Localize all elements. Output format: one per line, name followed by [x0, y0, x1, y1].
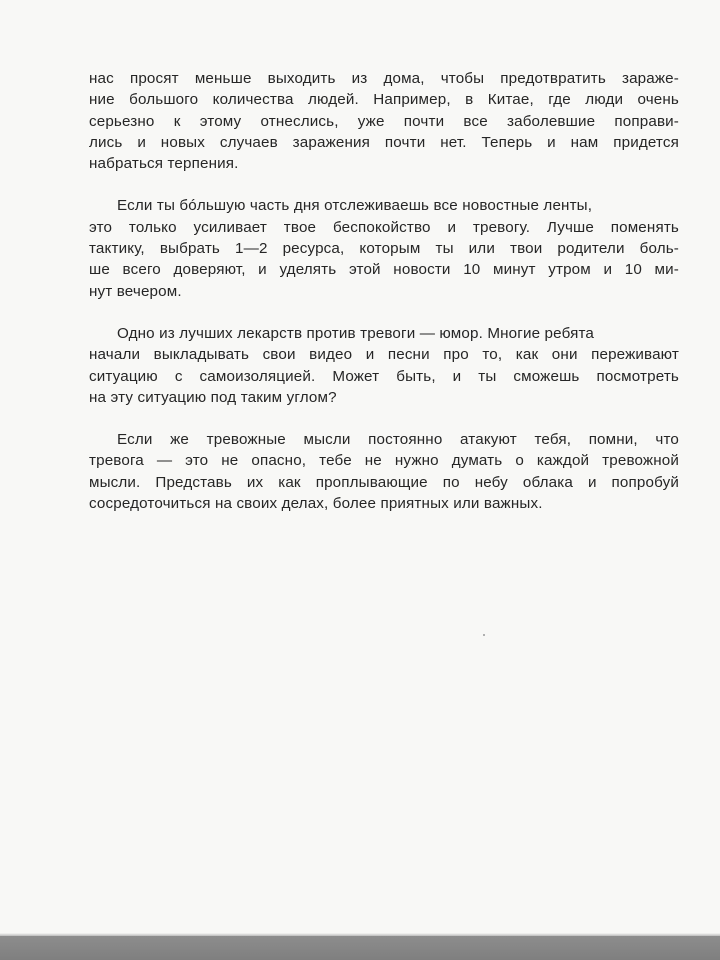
paragraph-1 [89, 68, 679, 174]
paragraph-4 [89, 429, 679, 514]
text-line: ние большого количества людей. Например, в Китае, где люди очень [89, 91, 679, 109]
text-line: серьезно к этому отнеслись, уже почти все заболевшие поправи- [89, 112, 679, 130]
scan-edge [0, 936, 720, 960]
text-line: тревога — это не опасно, тебе не нужно думать о каждой тревожной [89, 452, 679, 470]
paragraph-2 [89, 195, 679, 301]
text-line: ситуацию с самоизоляцией. Может быть, и ты сможешь посмотреть [89, 367, 679, 385]
text-line: это только усиливает твое беспокойство и тревогу. Лучше поменять [89, 218, 679, 236]
paragraph-3 [89, 323, 679, 408]
text-line: Если же тревожные мысли постоянно атакуют тебя, помни, что [117, 431, 679, 449]
text-line: начали выкладывать свои видео и песни про то, как они переживают [89, 346, 679, 364]
text-line: Если ты бóльшую часть дня отслеживаешь все новостные ленты, [117, 197, 593, 215]
text-line: Одно из лучших лекарств против тревоги — юмор. Многие ребята [117, 324, 594, 342]
scan-speck [483, 634, 485, 636]
text-line: ше всего доверяют, и уделять этой новости 10 минут утром и 10 ми- [89, 261, 679, 279]
text-line: сосредоточиться на своих делах, более приятных или важных. [89, 495, 543, 513]
text-line: лись и новых случаев заражения почти нет. Теперь и нам придется [89, 133, 679, 151]
text-line: тактику, выбрать 1—2 ресурса, которым ты или твои родители боль- [89, 240, 679, 258]
text-line: на эту ситуацию под таким углом? [89, 388, 337, 406]
text-line: нут вечером. [89, 282, 182, 300]
text-line: набраться терпения. [89, 155, 239, 173]
text-line: нас просят меньше выходить из дома, чтобы предотвратить зараже- [89, 70, 679, 87]
text-line: мысли. Представь их как проплывающие по небу облака и попробуй [89, 473, 679, 491]
body-text [89, 68, 679, 535]
